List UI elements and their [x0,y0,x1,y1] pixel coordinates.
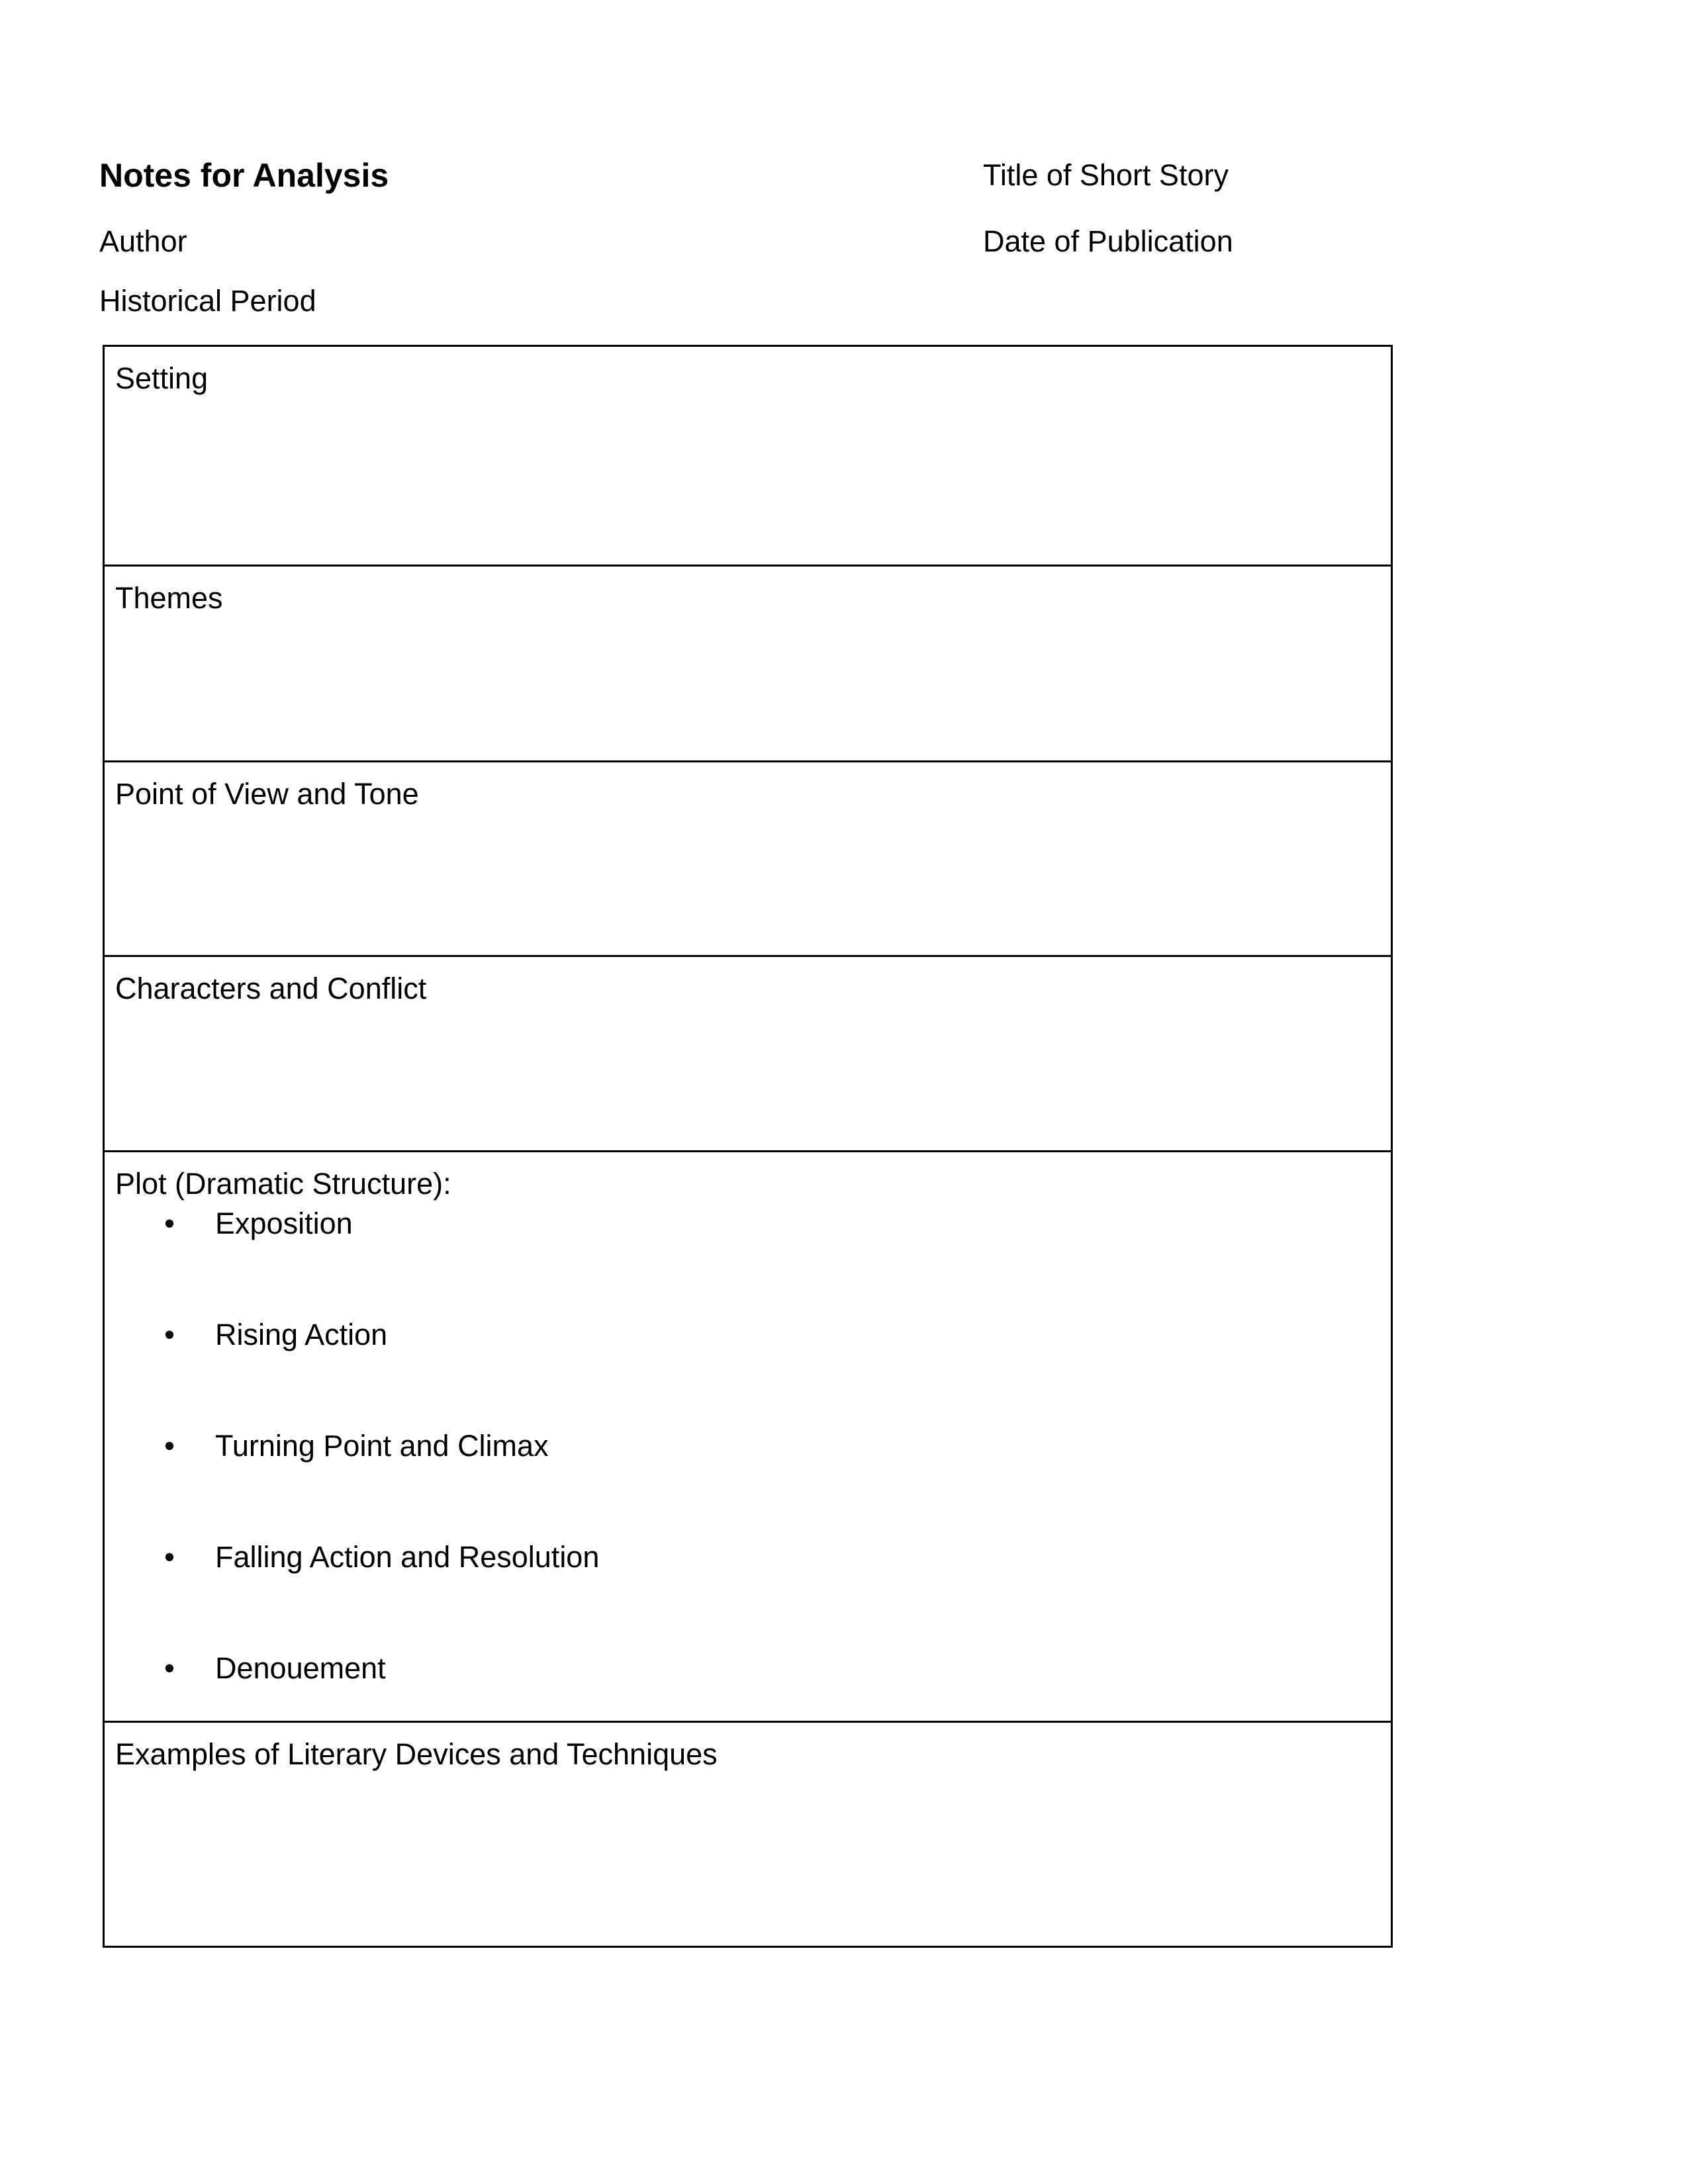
analysis-table [103,345,1393,1948]
plot-bullet-falling-action-label: Falling Action and Resolution [215,1540,600,1574]
author-label: Author [99,224,187,258]
themes-cell[interactable] [105,567,1391,762]
plot-cell[interactable] [105,1152,1391,1723]
plot-bullet-turning-point [154,1426,1378,1466]
bullet-icon: • [164,1206,175,1240]
historical-period-label: Historical Period [99,284,316,318]
themes-label: Themes [115,581,223,615]
plot-bullet-turning-point-label: Turning Point and Climax [215,1429,549,1463]
bullet-icon: • [164,1540,175,1574]
plot-bullet-rising-action-label: Rising Action [215,1318,388,1351]
page-title: Notes for Analysis [99,157,389,194]
short-story-title-label: Title of Short Story [983,158,1229,192]
setting-cell[interactable] [105,347,1391,567]
plot-bullet-denouement-label: Denouement [215,1651,386,1685]
literary-devices-label: Examples of Literary Devices and Techniques [115,1737,718,1771]
plot-bullet-exposition-label: Exposition [215,1206,353,1240]
plot-bullet-denouement [154,1649,1378,1688]
plot-bullet-falling-action [154,1537,1378,1577]
setting-label: Setting [115,361,209,395]
characters-conflict-label: Characters and Conflict [115,972,427,1005]
plot-bullet-rising-action [154,1315,1378,1355]
bullet-icon: • [164,1318,175,1351]
plot-bullet-exposition [154,1204,1378,1244]
point-of-view-label: Point of View and Tone [115,777,419,811]
characters-conflict-cell[interactable] [105,957,1391,1152]
publication-date-label: Date of Publication [983,224,1233,258]
bullet-icon: • [164,1429,175,1463]
plot-label: Plot (Dramatic Structure): [115,1167,451,1201]
point-of-view-cell[interactable] [105,762,1391,957]
literary-devices-cell[interactable] [105,1723,1391,1946]
bullet-icon: • [164,1651,175,1685]
